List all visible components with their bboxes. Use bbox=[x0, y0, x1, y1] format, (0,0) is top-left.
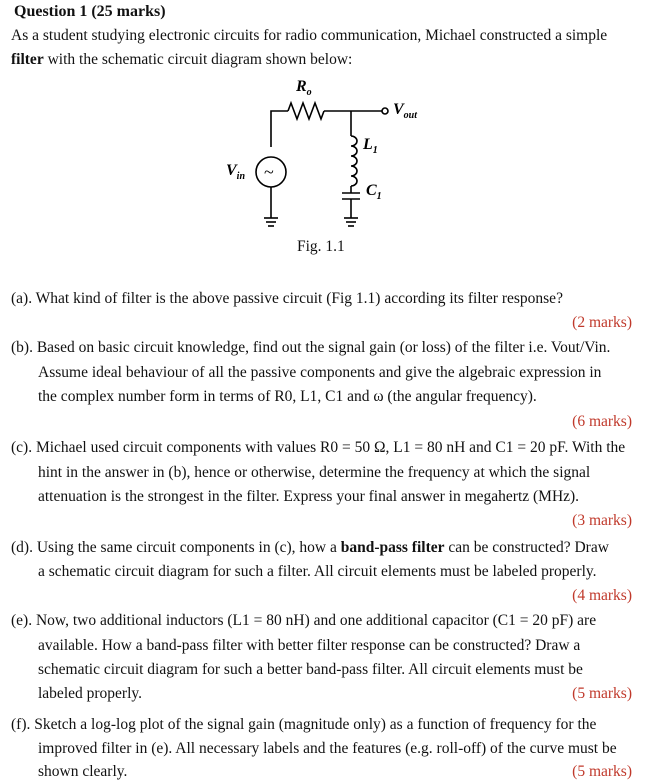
label-vin-sub: in bbox=[236, 171, 246, 182]
label-vout bbox=[393, 101, 418, 121]
part-d-line-1-post: can be constructed? Draw bbox=[444, 539, 609, 556]
label-c1 bbox=[366, 182, 382, 202]
ground-symbol-left bbox=[264, 218, 278, 226]
label-r0-sub: o bbox=[306, 87, 312, 98]
question-heading: Question 1 (25 marks) bbox=[14, 3, 166, 20]
part-b-marks: (6 marks) bbox=[572, 413, 632, 430]
part-e-line-4: labeled properly. bbox=[38, 685, 143, 702]
part-e-line-1: (e). Now, two additional inductors (L1 = 80 nH) and one additional capacitor (C1 = 20 pF) are bbox=[11, 612, 597, 629]
label-r0-main: R bbox=[296, 78, 307, 95]
part-e-line-3: schematic circuit diagram for such a better band-pass filter. All circuit elements must be bbox=[38, 661, 583, 678]
inductor-l1-coil bbox=[351, 136, 357, 186]
part-a-line-1: (a). What kind of filter is the above passive circuit (Fig 1.1) according its filter response? bbox=[11, 290, 563, 307]
label-vout-sub: out bbox=[403, 110, 418, 121]
label-l1 bbox=[362, 136, 378, 156]
ground-symbol-right bbox=[344, 218, 358, 226]
part-d-line-2: a schematic circuit diagram for such a filter. All circuit elements must be labeled properly. bbox=[38, 563, 597, 580]
figure-caption: Fig. 1.1 bbox=[297, 238, 345, 255]
part-d-line-1 bbox=[11, 539, 609, 557]
intro-line-1: As a student studying electronic circuits for radio communication, Michael constructed a simple bbox=[11, 27, 608, 44]
part-c-line-1: (c). Michael used circuit components with values R0 = 50 Ω, L1 = 80 nH and C1 = 20 pF. With the bbox=[11, 439, 626, 456]
wire-top-left bbox=[271, 111, 288, 147]
part-b-line-3: the complex number form in terms of R0, L1, C1 and ω (the angular frequency). bbox=[38, 388, 537, 405]
part-f-marks: (5 marks) bbox=[572, 763, 632, 780]
part-e-line-2: available. How a band-pass filter with better filter response can be constructed? Draw a bbox=[38, 637, 581, 654]
intro-line-2 bbox=[11, 51, 352, 69]
part-d-marks: (4 marks) bbox=[572, 587, 632, 604]
part-e-marks: (5 marks) bbox=[572, 685, 632, 702]
part-f-line-2: improved filter in (e). All necessary labels and the features (e.g. roll-off) of the curve must be bbox=[38, 740, 617, 757]
label-l1-main: L bbox=[363, 136, 373, 153]
vout-terminal bbox=[382, 108, 388, 114]
label-vin-main: V bbox=[226, 162, 237, 179]
part-f-line-3: shown clearly. bbox=[38, 763, 128, 780]
part-c-line-2: hint in the answer in (b), hence or otherwise, determine the frequency at which the signal bbox=[38, 464, 591, 481]
resistor-r0-zigzag bbox=[288, 103, 324, 119]
part-f-line-1: (f). Sketch a log-log plot of the signal gain (magnitude only) as a function of frequency for the bbox=[11, 716, 597, 733]
label-r0 bbox=[295, 78, 312, 98]
part-d-bold-band-pass: band-pass filter bbox=[340, 539, 445, 556]
part-d-line-1-pre: (d). Using the same circuit components in (c), how a bbox=[11, 539, 341, 556]
intro-bold-filter: filter bbox=[11, 51, 44, 68]
label-vin bbox=[226, 162, 245, 182]
part-c-marks: (3 marks) bbox=[572, 512, 632, 529]
ac-source-tilde: ~ bbox=[264, 162, 274, 182]
label-c1-sub: 1 bbox=[376, 191, 382, 202]
circuit-diagram bbox=[0, 72, 651, 312]
label-l1-sub: 1 bbox=[372, 145, 378, 156]
part-c-line-3: attenuation is the strongest in the filter. Express your final answer in megahertz (MHz). bbox=[38, 488, 580, 505]
part-b-line-1: (b). Based on basic circuit knowledge, find out the signal gain (or loss) of the filter i.e. Vout/Vin. bbox=[11, 339, 611, 356]
label-vout-main: V bbox=[393, 101, 404, 118]
intro-line-2-text: with the schematic circuit diagram shown below: bbox=[43, 51, 353, 68]
label-c1-main: C bbox=[366, 182, 377, 199]
part-a-marks: (2 marks) bbox=[572, 314, 632, 331]
part-b-line-2: Assume ideal behaviour of all the passive components and give the algebraic expression in bbox=[38, 364, 602, 381]
